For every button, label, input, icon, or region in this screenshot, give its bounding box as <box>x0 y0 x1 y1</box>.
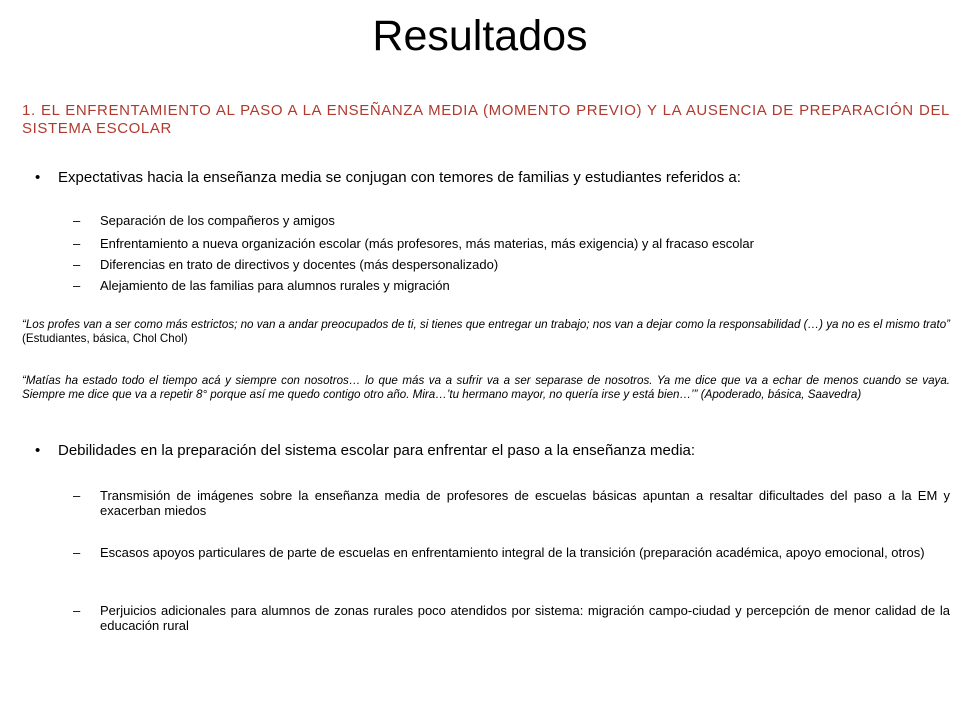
dash-icon: – <box>73 278 81 293</box>
bullet-text: Debilidades en la preparación del sistema escolar para enfrentar el paso a la enseñanza media: <box>58 442 696 459</box>
slide-title: Resultados <box>372 12 588 60</box>
list-item-text: Enfrentamiento a nueva organización escolar (más profesores, más materias, más exigencia) y al fracaso escolar <box>100 236 754 251</box>
list-item-text: Diferencias en trato de directivos y docentes (más despersonalizado) <box>100 257 499 272</box>
quote-text: “Matías ha estado todo el tiempo acá y siempre con nosotros… lo que más va a sufrir va a ser separase de nosotros. Ya me dice que va a echar de menos cuando se vaya. Siempre me dice que va a repetir 8° porque así me quedo contigo otro año. Mira…’tu hermano mayor, no quería irse y está bien…’” <box>22 374 950 401</box>
list-item-text: Alejamiento de las familias para alumnos rurales y migración <box>100 278 450 293</box>
quote-estudiantes <box>22 318 950 346</box>
bullet-text: Expectativas hacia la enseñanza media se conjugan con temores de familias y estudiantes referidos a: <box>58 169 741 186</box>
dash-icon: – <box>73 257 81 272</box>
dash-icon: – <box>73 236 81 251</box>
dash-icon: – <box>73 603 81 618</box>
section-heading: 1. EL ENFRENTAMIENTO AL PASO A LA ENSEÑANZA MEDIA (MOMENTO PREVIO) Y LA AUSENCIA DE PREPARACIÓN DEL SISTEMA ESCOLAR <box>22 102 950 137</box>
quote-source: (Apoderado, básica, Saavedra) <box>697 388 862 401</box>
list-item-text: Separación de los compañeros y amigos <box>100 213 335 228</box>
dash-icon: – <box>73 545 81 560</box>
dash-icon: – <box>73 213 81 228</box>
list-item-text: Escasos apoyos particulares de parte de escuelas en enfrentamiento integral de la transición (preparación académica, apoyo emocional, otros) <box>100 545 925 560</box>
quote-text: “Los profes van a ser como más estrictos; no van a andar preocupados de ti, si tienes que entregar un trabajo; nos van a dejar como la responsabilidad (…) ya no es el mismo trato” <box>22 318 950 331</box>
list-item-text: Perjuicios adicionales para alumnos de zonas rurales poco atendidos por sistema: migración campo-ciudad y percepción de menor calidad de la educación rural <box>100 603 950 633</box>
bullet-icon: • <box>35 169 41 186</box>
dash-icon: – <box>73 488 81 503</box>
bullet-icon: • <box>35 442 41 459</box>
quote-source: (Estudiantes, básica, Chol Chol) <box>22 332 188 345</box>
list-item-text: Transmisión de imágenes sobre la enseñanza media de profesores de escuelas básicas apuntan a resaltar dificultades del paso a la EM y exacerban miedos <box>100 488 950 518</box>
quote-apoderado <box>22 374 950 402</box>
